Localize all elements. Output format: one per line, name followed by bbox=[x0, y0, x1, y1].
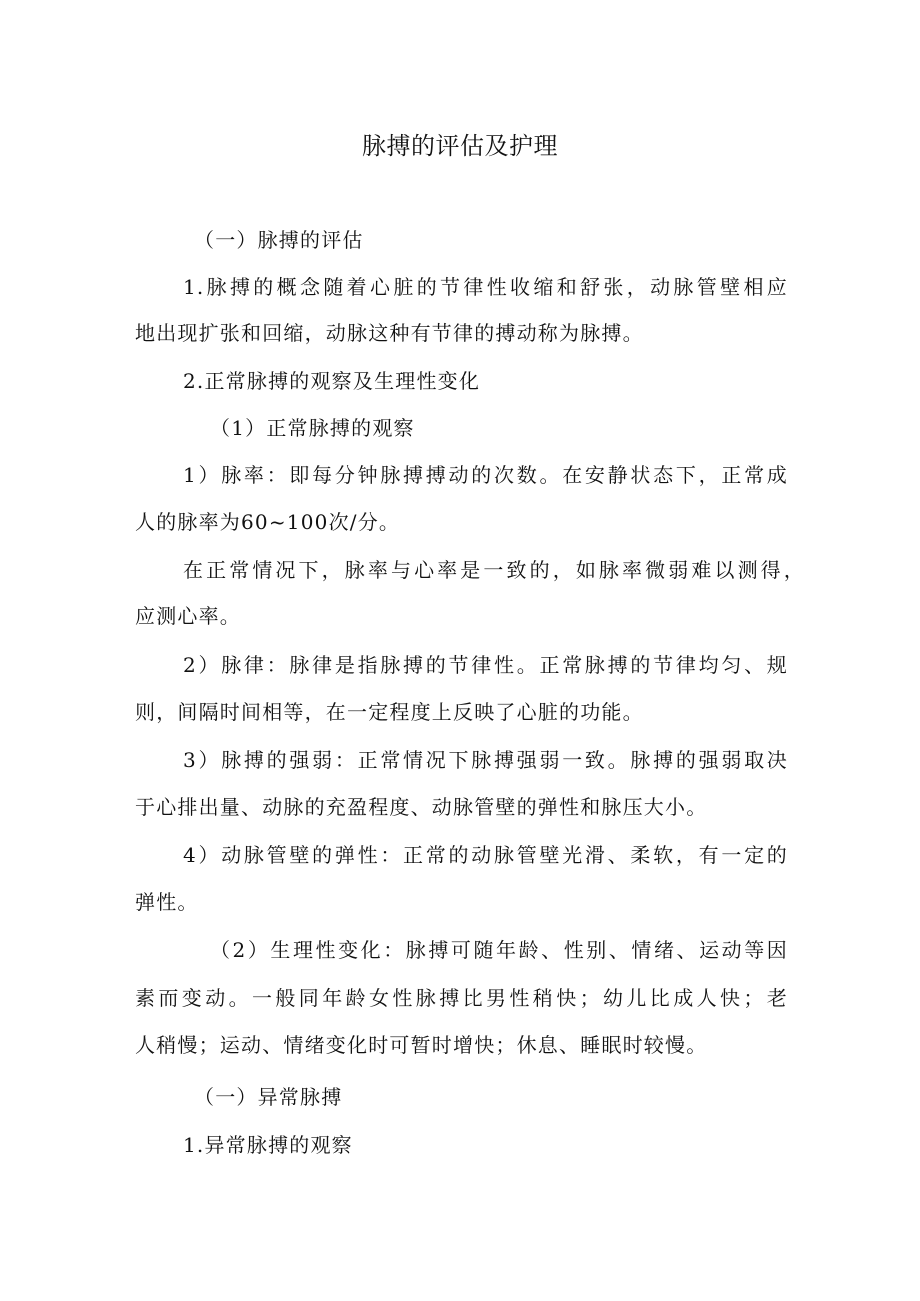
paragraph-line: 2）脉律：脉律是指脉搏的节律性。正常脉搏的节律均匀、规 bbox=[183, 653, 788, 677]
subsection-heading: 1.异常脉搏的观察 bbox=[183, 1133, 353, 1157]
paragraph-line: 弹性。 bbox=[135, 890, 199, 914]
paragraph-line: 1）脉率：即每分钟脉搏搏动的次数。在安静状态下，正常成 bbox=[183, 463, 788, 487]
subsection-heading: 2.正常脉搏的观察及生理性变化 bbox=[183, 369, 481, 393]
paragraph-line: （2）生理性变化：脉搏可随年龄、性别、情绪、运动等因 bbox=[210, 938, 788, 962]
paragraph-line: 于心排出量、动脉的充盈程度、动脉管壁的弹性和脉压大小。 bbox=[135, 795, 708, 819]
paragraph-line: 地出现扩张和回缩，动脉这种有节律的搏动称为脉搏。 bbox=[135, 321, 644, 345]
document-title: 脉搏的评估及护理 bbox=[362, 132, 558, 160]
section-heading: （一）异常脉搏 bbox=[194, 1085, 343, 1109]
paragraph-line: 素而变动。一般同年龄女性脉搏比男性稍快；幼儿比成人快；老 bbox=[135, 986, 788, 1010]
paragraph-line: 人的脉率为60~100次/分。 bbox=[135, 510, 401, 534]
paragraph-line: 则，间隔时间相等，在一定程度上反映了心脏的功能。 bbox=[135, 700, 644, 724]
paragraph-line: 4）动脉管壁的弹性：正常的动脉管壁光滑、柔软，有一定的 bbox=[183, 843, 788, 867]
paragraph-line: 3）脉搏的强弱：正常情况下脉搏强弱一致。脉搏的强弱取决 bbox=[183, 748, 788, 772]
subsection-heading: （1）正常脉搏的观察 bbox=[210, 416, 415, 440]
section-heading: （一）脉搏的评估 bbox=[194, 228, 364, 252]
paragraph-line: 人稍慢；运动、情绪变化时可暂时增快；休息、睡眠时较慢。 bbox=[135, 1033, 708, 1057]
paragraph-line: 应测心率。 bbox=[135, 604, 241, 628]
paragraph-line: 1.脉搏的概念随着心脏的节律性收缩和舒张，动脉管壁相应 bbox=[183, 275, 788, 299]
paragraph-line: 在正常情况下，脉率与心率是一致的，如脉率微弱难以测得， bbox=[183, 558, 805, 582]
